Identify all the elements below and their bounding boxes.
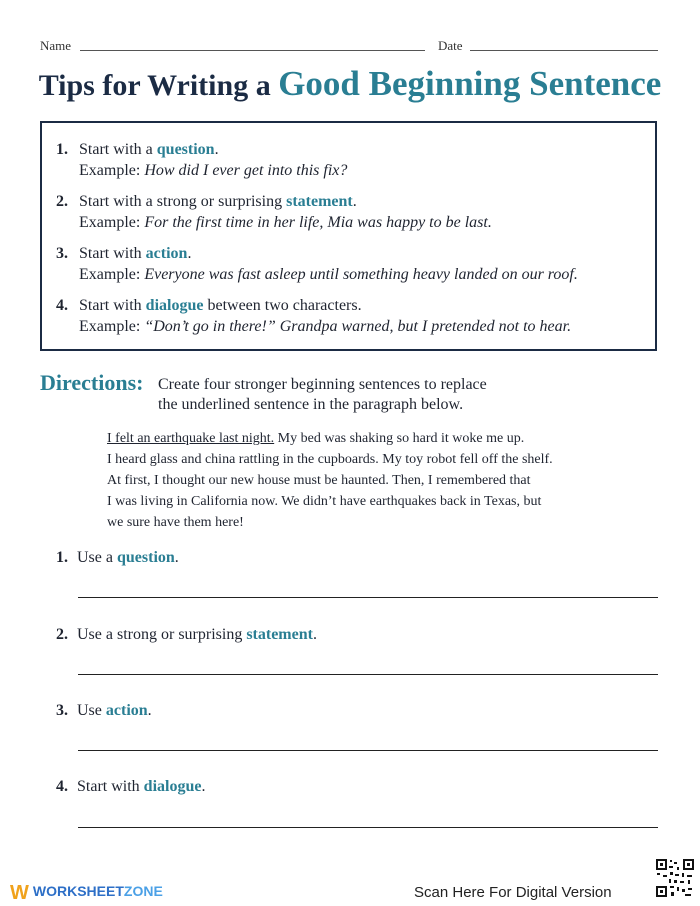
directions-line: Create four stronger beginning sentences to replace xyxy=(158,376,487,393)
tip-example: Example: Everyone was fast asleep until something heavy landed on our roof. xyxy=(79,266,578,283)
scan-text: Scan Here For Digital Version xyxy=(414,884,612,901)
page-title xyxy=(0,64,700,104)
question-keyword: question xyxy=(116,549,175,566)
story-paragraph xyxy=(107,428,587,533)
example-sentence: “Don’t go in there!” Grandpa warned, but I pretended not to hear. xyxy=(144,318,572,335)
tips-box xyxy=(40,121,657,351)
underlined-sentence: I felt an earthquake last night. xyxy=(107,431,275,446)
date-label: Date xyxy=(438,38,463,53)
question-prompt: 3. Use action. xyxy=(56,702,152,719)
tip-example: Example: For the first time in her life, Mia was happy to be last. xyxy=(79,214,492,231)
example-sentence: For the first time in her life, Mia was happy to be last. xyxy=(144,214,492,231)
tip-keyword: statement xyxy=(286,193,353,210)
tip-example: Example: “Don’t go in there!” Grandpa warned, but I pretended not to hear. xyxy=(79,318,572,335)
tip-number: 1. xyxy=(56,141,68,158)
name-label: Name xyxy=(40,38,72,53)
directions-text xyxy=(158,375,487,415)
question-keyword: dialogue xyxy=(143,778,202,795)
brand-name-b: ZONE xyxy=(123,883,163,899)
answer-line[interactable] xyxy=(78,597,658,598)
question-prompt: 2. Use a strong or surprising statement. xyxy=(56,626,317,643)
answer-line[interactable] xyxy=(78,827,658,828)
tip-keyword: dialogue xyxy=(145,297,204,314)
paragraph-line: we sure have them here! xyxy=(107,515,244,530)
tip-number: 4. xyxy=(56,297,68,314)
tip-text: Start with a strong or surprising statement. xyxy=(79,193,357,210)
example-sentence: Everyone was fast asleep until something heavy landed on our roof. xyxy=(144,266,578,283)
paragraph-line: I was living in California now. We didn’t have earthquakes back in Texas, but xyxy=(107,494,542,509)
tip-example: Example: How did I ever get into this fix? xyxy=(79,162,348,179)
tip-number: 3. xyxy=(56,245,68,262)
tip-text: Start with a question. xyxy=(79,141,219,158)
paragraph-line: I felt an earthquake last night. My bed was shaking so hard it woke me up. xyxy=(107,431,525,446)
name-line[interactable] xyxy=(80,50,425,51)
answer-line[interactable] xyxy=(78,750,658,751)
tip-text: Start with action. xyxy=(79,245,192,262)
title-part1: Tips for Writing a xyxy=(38,69,279,102)
qr-code-icon[interactable] xyxy=(655,858,695,898)
example-sentence: How did I ever get into this fix? xyxy=(144,162,348,179)
question-prompt: 4. Start with dialogue. xyxy=(56,778,206,795)
paragraph-line: I heard glass and china rattling in the cupboards. My toy robot fell off the shelf. xyxy=(107,452,553,467)
answer-line[interactable] xyxy=(78,674,658,675)
paragraph-line: At first, I thought our new house must be haunted. Then, I remembered that xyxy=(107,473,531,488)
tip-keyword: action xyxy=(145,245,188,262)
question-keyword: statement xyxy=(246,626,313,643)
question-prompt: 1. Use a question. xyxy=(56,549,179,566)
worksheetzone-w-logo-icon: W xyxy=(10,882,29,904)
tip-number: 2. xyxy=(56,193,68,210)
directions-line: the underlined sentence in the paragraph below. xyxy=(158,396,464,413)
tip-keyword: question xyxy=(156,141,215,158)
worksheetzone-logo[interactable] xyxy=(10,882,163,905)
directions-heading: Directions: xyxy=(40,370,144,395)
date-line[interactable] xyxy=(470,50,658,51)
question-keyword: action xyxy=(105,702,148,719)
tip-text: Start with dialogue between two characters. xyxy=(79,297,362,314)
title-part2: Good Beginning Sentence xyxy=(278,64,662,103)
brand-name-a: WORKSHEET xyxy=(32,883,124,899)
